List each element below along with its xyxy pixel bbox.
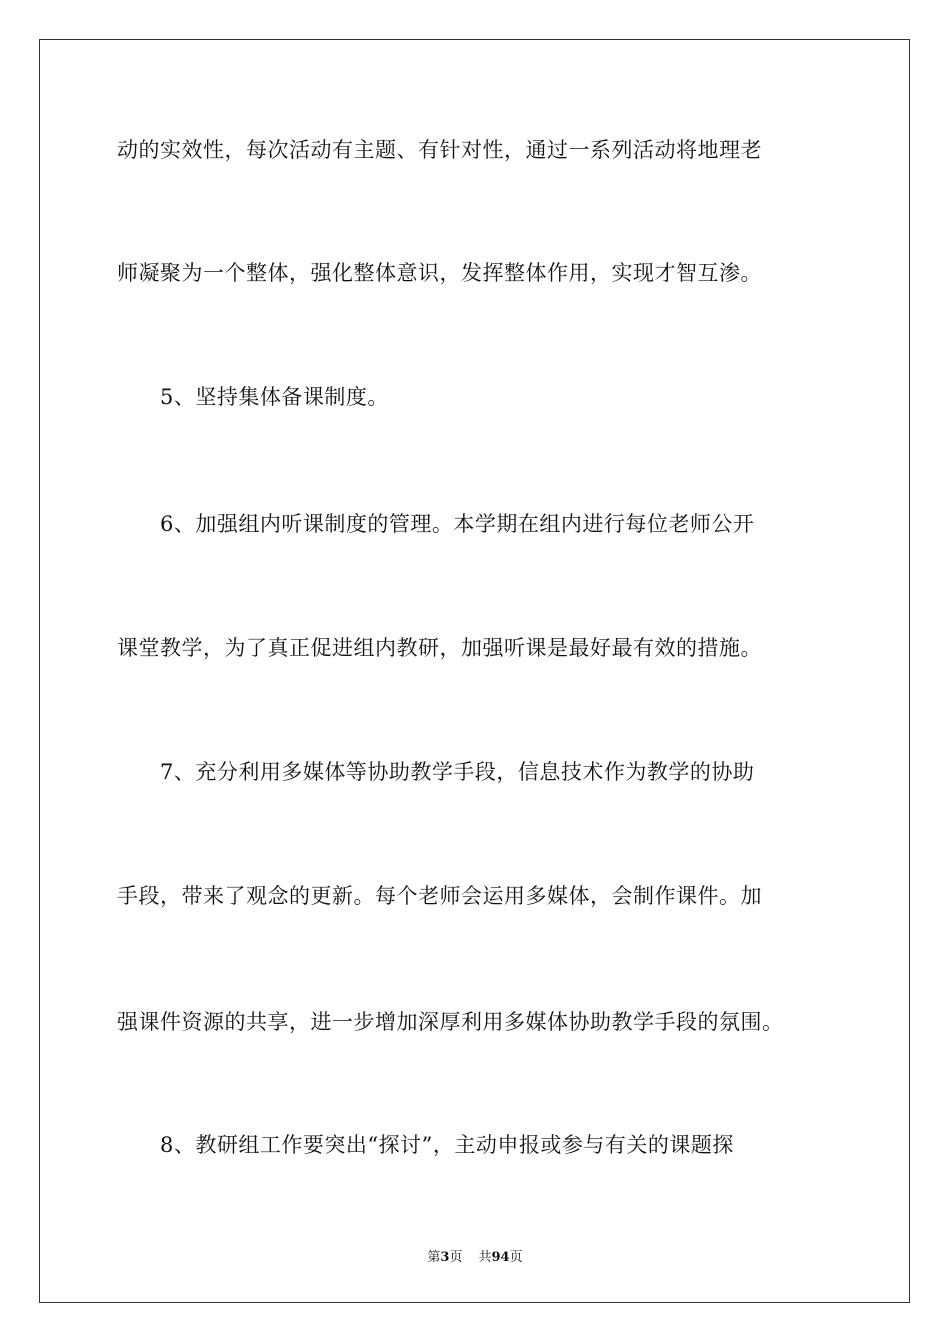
text-line-7: 手段，带来了观念的更新。每个老师会运用多媒体，会制作课件。加 [117,884,762,908]
text-line-8: 强课件资源的共享，进一步增加深厚利用多媒体协助教学手段的氛围。 [117,1010,784,1034]
total-suffix: 页 [509,1250,523,1265]
text-line-3: 5、坚持集体备课制度。 [117,385,389,409]
total-page-count: 94 [491,1250,510,1265]
text-line-9: 8、教研组工作要突出“探讨”，主动申报或参与有关的课题探 [117,1133,734,1157]
total-prefix: 共 [478,1250,492,1265]
text-line-2: 师凝聚为一个整体，强化整体意识，发挥整体作用，实现才智互渗。 [117,261,762,285]
page-number-footer [0,1246,950,1265]
text-line-4: 6、加强组内听课制度的管理。本学期在组内进行每位老师公开 [117,512,755,536]
text-line-5: 课堂教学，为了真正促进组内教研，加强听课是最好最有效的措施。 [117,636,762,660]
text-line-1: 动的实效性，每次活动有主题、有针对性，通过一系列活动将地理老 [117,138,762,162]
page-prefix: 第 [427,1250,441,1265]
page-suffix: 页 [449,1250,463,1265]
current-page-number: 3 [440,1250,450,1265]
text-line-6: 7、充分利用多媒体等协助教学手段，信息技术作为教学的协助 [117,760,755,784]
page-border [39,39,910,1303]
